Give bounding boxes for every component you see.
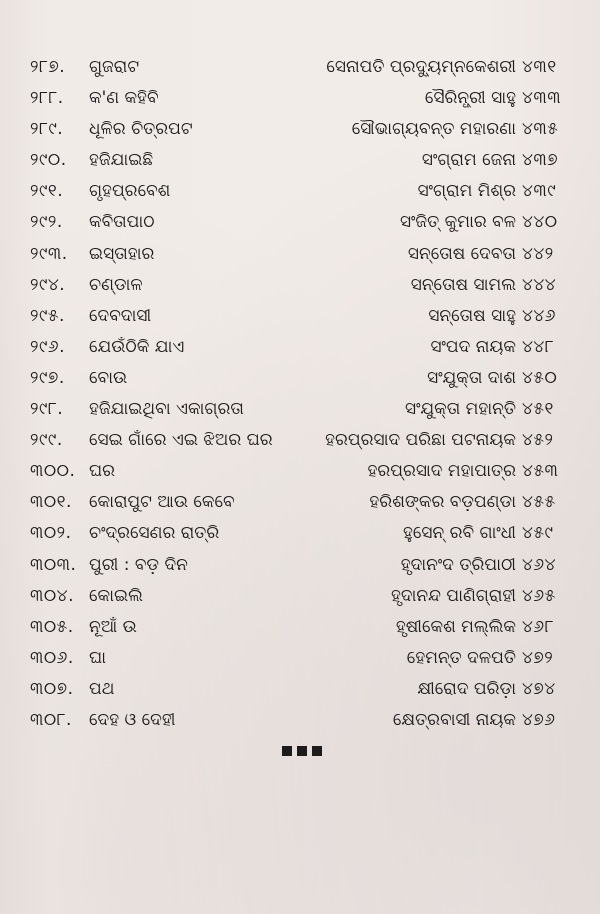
entry-page-number: ୪୭୨ [522,647,554,668]
entry-number: ୩୦୫. [30,616,74,637]
ornament-square [312,746,322,756]
entry-number: ୨୯୯. [30,430,63,451]
entry-page-number: ୪୪୬ [522,305,556,326]
entry-author: ସନ୍ତୋଷ ଦେବତା [407,243,516,264]
toc-entry [0,674,600,705]
ornament-square [297,746,307,756]
toc-entry [0,207,600,238]
entry-number: ୨୯୦. [30,150,67,171]
toc-entry [0,301,600,332]
entry-page-number: ୪୬୪ [522,554,556,575]
entry-title: ଦେବଦାସୀ [89,305,152,326]
entry-author: କ୍ଷୀରୋଦ ପରିଡ଼ା [417,678,516,699]
entry-page-number: ୪୫୫ [522,492,556,513]
entry-page-number: ୪୩୩ [522,88,562,109]
entry-number: ୨୮୯. [30,119,64,140]
entry-title: ହଜିଯାଇଛି [89,150,154,171]
section-end-ornament [282,746,322,756]
entry-author: ହେମନ୍ତ ଦଳପତି [406,647,516,668]
toc-entry [0,363,600,394]
entry-number: ୩୦୧. [30,492,72,513]
entry-author: କ୍ଷେତ୍ରବାସୀ ନାୟକ [392,709,516,730]
entry-number: ୨୯୧. [30,181,64,202]
toc-entry [0,643,600,674]
entry-page-number: ୪୬୫ [522,585,556,606]
entry-title: ଚଂଦ୍ରସେଣର ରାତ୍ରି [89,523,220,544]
entry-title: କୋଇଲି [89,585,143,606]
entry-page-number: ୪୫୩ [522,461,559,482]
entry-author: ସନ୍ତୋଷ ସାହୁ [428,305,516,326]
entry-number: ୨୯୭. [30,367,65,388]
entry-page-number: ୪୪୨ [522,243,554,264]
entry-number: ୨୮୮. [30,88,64,109]
toc-entry [0,239,600,270]
entry-page-number: ୪୩୫ [522,119,559,140]
entry-title: ଦେହ ଓ ଦେହୀ [89,709,176,730]
entry-number: ୨୯୨. [30,212,63,233]
entry-title: ଘା [89,647,107,668]
entry-title: କୋରାପୁଟ ଆଉ କେବେ [89,492,235,513]
entry-page-number: ୪୬୮ [522,616,554,637]
entry-title: ଘର [89,461,116,482]
entry-title: ଯେଉଁଠିକି ଯାଏ [89,336,185,357]
toc-entry [0,518,600,549]
entry-page-number: ୪୪୪ [522,274,557,295]
toc-entry [0,550,600,581]
entry-title: ନୂଆଁ ଉ [89,616,137,637]
entry-title: କବିତାପାଠ [89,212,155,233]
entry-page-number: ୪୩୧ [522,57,557,77]
entry-author: ହରିଶଙ୍କର ବଡ଼ପଣ୍ଡା [369,492,516,513]
entry-title: ପୁରୀ : ବଡ଼ ଦିନ [89,554,188,575]
entry-page-number: ୪୫୨ [522,430,554,451]
entry-title: ହଜିଯାଇଥିବା ଏକାଗ୍ରତା [89,399,244,420]
entry-author: ସଂଯୁକ୍ତା ଦାଶ [427,367,516,388]
table-of-contents [0,52,600,736]
entry-number: ୩୦୩. [30,554,77,575]
toc-entry [0,612,600,643]
toc-entry [0,705,600,736]
entry-page-number: ୪୫୧ [522,399,554,420]
entry-author: ହୃଦାନନ୍ଦ ପାଣିଗ୍ରାହୀ [390,585,516,606]
entry-number: ୨୯୮. [30,399,64,420]
entry-author: ସେନାପତି ପ୍ରଦ୍ୟୁମ୍ନକେଶରୀ [326,57,516,77]
entry-page-number: ୪୩୯ [522,181,557,202]
entry-author: ସନ୍ତୋଷ ସାମଲ [410,274,516,295]
entry-page-number: ୪୭୪ [522,678,556,699]
entry-number: ୩୦୬. [30,647,74,668]
entry-number: ୨୯୬. [30,336,65,357]
entry-author: ସଂଗ୍ରାମ ଜେନା [421,150,516,171]
entry-number: ୩୦୨. [30,523,72,544]
entry-author: ହରପ୍ରସାଦ ମହାପାତ୍ର [367,461,516,482]
entry-number: ୨୮୭. [30,57,66,77]
entry-number: ୩୦୮. [30,709,72,730]
toc-entry [0,425,600,456]
entry-author: ସଂଯୁକ୍ତା ମହାନ୍ତି [404,399,516,420]
entry-page-number: ୪୫୯ [522,523,554,544]
toc-entry [0,456,600,487]
entry-author: ସଂପଦ ନାୟକ [430,336,516,357]
entry-page-number: ୪୫୦ [522,367,558,388]
entry-page-number: ୪୪୦ [522,212,558,233]
entry-number: ୨୯୪. [30,274,66,295]
entry-page-number: ୪୩୭ [522,150,559,171]
entry-author: ହୁସେନ୍ ରବି ଗାଂଧୀ [402,523,516,544]
entry-title: ଧୂଳିର ଚିତ୍ରପଟ [89,119,193,140]
entry-title: ଗୃହପ୍ରବେଶ [89,181,171,202]
entry-title: ସେଇ ଗାଁରେ ଏଇ ଝିଅର ଘର [89,430,273,451]
toc-entry [0,145,600,176]
entry-number: ୨୯୩. [30,243,68,264]
toc-entry [0,270,600,301]
entry-author: ହୃଷୀକେଶ ମଲ୍ଲିକ [395,616,516,637]
entry-title: ବୋଉ [89,367,128,388]
toc-entry [0,332,600,363]
entry-number: ୨୯୫. [30,305,65,326]
entry-author: ସୈରିନ୍ଧ୍ରୀ ସାହୁ [424,88,516,109]
entry-title: ଚଣ୍ଡାଳ [89,274,143,295]
entry-title: କ'ଣ କହିବି [89,88,159,109]
entry-number: ୩୦୦. [30,461,76,482]
ornament-square [282,746,292,756]
entry-title: ଗୁଜରାଟ [89,57,140,77]
toc-entry [0,114,600,145]
entry-title: ଇସ୍ତାହାର [89,243,155,264]
entry-page-number: ୪୪୮ [522,336,555,357]
entry-author: ହୃଦାନଂଦ ତ୍ରିପାଠୀ [400,554,516,575]
toc-entry [0,581,600,612]
entry-author: ସଂଗ୍ରାମ ମିଶ୍ର [417,181,516,202]
entry-author: ହରପ୍ରସାଦ ପରିଛା ପଟନାୟକ [325,430,516,451]
entry-title: ପଥ [89,678,115,699]
entry-number: ୩୦୭. [30,678,74,699]
toc-entry [0,394,600,425]
toc-entry [0,52,600,83]
entry-page-number: ୪୭୬ [522,709,556,730]
entry-author: ସଂଜିତ୍ କୁମାର ବଳ [399,212,516,233]
toc-entry [0,487,600,518]
toc-entry [0,83,600,114]
toc-entry [0,176,600,207]
entry-author: ସୌଭାଗ୍ୟବନ୍ତ ମହାରଣା [351,119,516,140]
entry-number: ୩୦୪. [30,585,74,606]
